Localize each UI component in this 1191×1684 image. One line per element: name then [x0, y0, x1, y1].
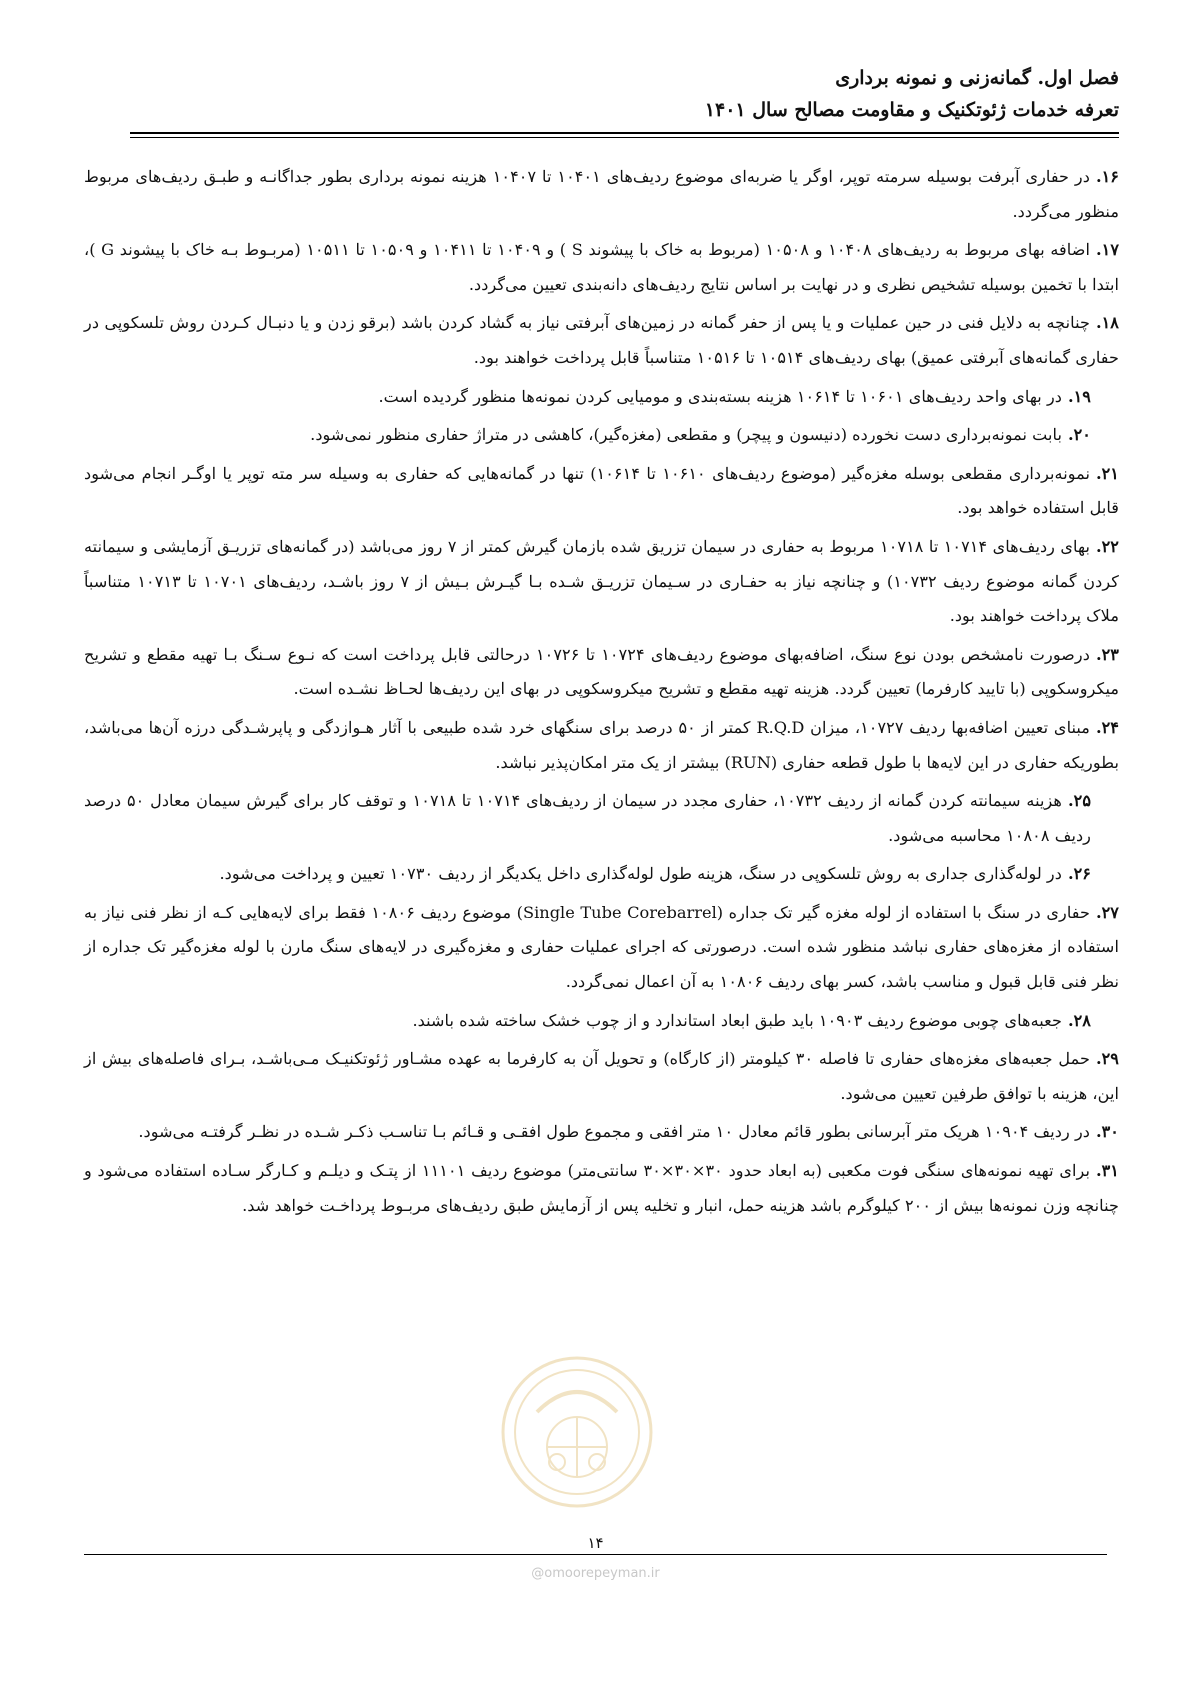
- watermark-seal-icon: [497, 1352, 657, 1512]
- header-rule-thick: [130, 132, 1119, 134]
- chapter-title: فصل اول. گمانه‌زنی و نمونه برداری: [835, 67, 1119, 89]
- note-number: ۲۸.: [1067, 1010, 1091, 1030]
- note-20: [84, 418, 1119, 453]
- note-text: در بهای واحد ردیف‌های ۱۰۶۰۱ تا ۱۰۶۱۴ هزینه بسته‌بندی و مومیایی کردن نمونه‌ها منظور گردیده است.: [378, 386, 1062, 406]
- note-number: ۳۰.: [1095, 1122, 1119, 1142]
- note-text: حمل جعبه‌های مغزه‌های حفاری تا فاصله ۳۰ کیلومتر (از کارگاه) و تحویل آن به کارفرما به عهده مشـاور ژئوتکنیـک مـی‌باشـد، بـرای فاصله‌های بیش از این، هزینه با توافق طرفین تعیین می‌شود.: [84, 1049, 1119, 1103]
- note-19: [84, 380, 1119, 415]
- note-text: هزینه سیمانته کردن گمانه از ردیف ۱۰۷۳۲، حفاری مجدد در سیمان از ردیف‌های ۱۰۷۱۴ تا ۱۰۷۱۸ و توقف کار برای گیرش سیمان معادل ۵۰ درصد ردیف ۱۰۸۰۸ محاسبه می‌شود.: [84, 791, 1091, 845]
- note-text: حفاری در سنگ با استفاده از لوله مغزه گیر تک جداره (Single Tube Corebarrel) موضوع ردیف ۱۰۸۰۶ فقط برای لایه‌هایی کـه از نظر فنی نیاز به استفاده از مغزه‌های حفاری نباشد منظور شده است. درصورتی که اجرای عملیات حفاری و مغزه‌گیری در لایه‌های سنگ مارن با لوله مغزه‌گیر تک جداره از نظر فنی قابل قبول و مناسب باشد، کسر بهای ردیف ۱۰۸۰۶ به آن اعمال نمی‌گردد.: [84, 902, 1119, 992]
- note-number: ۲۴.: [1095, 717, 1119, 737]
- note-number: ۲۱.: [1095, 463, 1119, 483]
- note-17: [84, 233, 1119, 302]
- note-25: [84, 784, 1119, 853]
- note-number: ۲۳.: [1095, 644, 1119, 664]
- note-text: چنانچه به دلایل فنی در حین عملیات و یا پس از حفر گمانه در زمین‌های آبرفتی نیاز به گشاد کردن باشد (برقو زدن و یا دنبـال کـردن روش تلسکوپی در حفاری گمانه‌های آبرفتی عمیق) بهای ردیف‌های ۱۰۵۱۴ تا ۱۰۵۱۶ متناسباً قابل پرداخت خواهند بود.: [84, 313, 1119, 367]
- note-number: ۲۷.: [1095, 902, 1119, 922]
- footer-rule: [84, 1554, 1107, 1555]
- note-number: ۲۶.: [1067, 864, 1091, 884]
- note-text: مبنای تعیین اضافه‌بها ردیف ۱۰۷۲۷، میزان R.Q.D کمتر از ۵۰ درصد برای سنگهای خرد شده طبیعی با آثار هـوازدگی و پاپرشـدگی درزه آن‌ها می‌باشد، بطوریکه حفاری در این لایه‌ها با طول قطعه حفاری (RUN) بیشتر از یک متر امکان‌پذیر نباشد.: [84, 717, 1119, 772]
- note-24: [84, 711, 1119, 780]
- page-header: [130, 62, 1119, 126]
- note-text: بهای ردیف‌های ۱۰۷۱۴ تا ۱۰۷۱۸ مربوط به حفاری در سیمان تزریق شده بازمان گیرش کمتر از ۷ روز می‌باشد (در گمانه‌های تزریـق آزمایشی و سیمانته کردن گمانه موضوع ردیف ۱۰۷۳۲) و چنانچه نیاز به حفـاری در سـیمان تزریـق شـده بـا گیـرش بـیش از ۷ روز باشـد، ردیف‌های ۱۰۷۰۱ تا ۱۰۷۱۳ متناسباً ملاک پرداخت خواهند بود.: [84, 536, 1119, 626]
- note-number: ۱۸.: [1095, 313, 1119, 333]
- note-29: [84, 1042, 1119, 1111]
- note-16: [84, 160, 1119, 229]
- note-number: ۲۹.: [1095, 1049, 1119, 1069]
- note-number: ۲۵.: [1067, 791, 1092, 811]
- note-28: [84, 1004, 1119, 1039]
- note-number: ۱۹.: [1067, 386, 1091, 406]
- note-number: ۱۶.: [1095, 167, 1119, 186]
- note-number: ۲۰.: [1067, 425, 1091, 445]
- note-number: ۲۲.: [1095, 536, 1119, 556]
- note-text: درصورت نامشخص بودن نوع سنگ، اضافه‌بهای موضوع ردیف‌های ۱۰۷۲۴ تا ۱۰۷۲۶ درحالتی قابل پرداخت است که نـوع سـنگ بـا تهیه مقطع و تشریح میکروسکوپی (با تایید کارفرما) تعیین گردد. هزینه تهیه مقطع و تشریح میکروسکوپی در بهای این ردیف‌ها لحـاظ نشـده است.: [84, 644, 1119, 699]
- document-body: [84, 160, 1119, 1227]
- note-text: بابت نمونه‌برداری دست نخورده (دنیسون و پیچر) و مقطعی (مغزه‌گیر)، کاهشی در متراژ حفاری منظور نمی‌شود.: [310, 425, 1062, 445]
- header-rule-thin: [130, 137, 1119, 138]
- note-27: [84, 896, 1119, 1000]
- note-text: نمونه‌برداری مقطعی بوسله مغزه‌گیر (موضوع ردیف‌های ۱۰۶۱۰ تا ۱۰۶۱۴) تنها در گمانه‌هایی که حفاری به وسیله سر مته توپر یا اوگـر انجام می‌شود قابل استفاده خواهد بود.: [84, 463, 1119, 518]
- note-30: [84, 1115, 1119, 1150]
- note-31: [84, 1154, 1119, 1223]
- note-23: [84, 638, 1119, 707]
- note-26: [84, 857, 1119, 892]
- note-number: ۳۱.: [1095, 1161, 1119, 1181]
- note-21: [84, 457, 1119, 526]
- note-text: جعبه‌های چوبی موضوع ردیف ۱۰۹۰۳ باید طبق ابعاد استاندارد و از چوب خشک ساخته شده باشند.: [412, 1010, 1062, 1030]
- note-text: در ردیف ۱۰۹۰۴ هریک متر آبرسانی بطور قائم معادل ۱۰ متر افقی و مجموع طول افقـی و قـائم بـا تناسـب ذکـر شـده در نظـر گرفتـه می‌شود.: [138, 1122, 1090, 1142]
- note-number: ۱۷.: [1095, 240, 1120, 260]
- footer-watermark-url: @omoorepeyman.ir: [531, 1566, 660, 1581]
- note-22: [84, 530, 1119, 634]
- note-text: اضافه بهای مربوط به ردیف‌های ۱۰۴۰۸ و ۱۰۵۰۸ (مربوط به خاک با پیشوند S ) و ۱۰۴۰۹ تا ۱۰۴۱۱ و ۱۰۵۰۹ تا ۱۰۵۱۱ (مربـوط بـه خاک با پیشوند G )، ابتدا با تخمین بوسیله تشخیص نظری و در نهایت بر اساس نتایج ردیف‌های دانه‌بندی تعیین می‌گردد.: [84, 240, 1119, 294]
- note-text: در لوله‌گذاری جداری به روش تلسکوپی در سنگ، هزینه طول لوله‌گذاری داخل یکدیگر از ردیف ۱۰۷۳۰ تعیین و پرداخت می‌شود.: [219, 864, 1062, 884]
- note-text: برای تهیه نمونه‌های سنگی فوت مکعبی (به ابعاد حدود ۳۰×۳۰×۳۰ سانتی‌متر) موضوع ردیف ۱۱۱۰۱ از پتـک و دیلـم و کـارگر سـاده استفاده می‌شود و چنانچه وزن نمونه‌ها بیش از ۲۰۰ کیلوگرم باشد هزینه حمل، انبار و تخلیه پس از آزمایش طبق ردیف‌های مربـوط پرداخـت خواهد شد.: [84, 1161, 1119, 1215]
- note-18: [84, 306, 1119, 375]
- tariff-title: تعرفه خدمات ژئوتکنیک و مقاومت مصالح سال ۱۴۰۱: [704, 99, 1119, 121]
- page-number: ۱۴: [587, 1534, 604, 1552]
- note-text: در حفاری آبرفت بوسیله سرمته توپر، اوگر یا ضربه‌ای موضوع ردیف‌های ۱۰۴۰۱ تا ۱۰۴۰۷ هزینه نمونه برداری بطور جداگانـه و طبـق ردیف‌های مربوط منظور می‌گردد.: [84, 167, 1119, 221]
